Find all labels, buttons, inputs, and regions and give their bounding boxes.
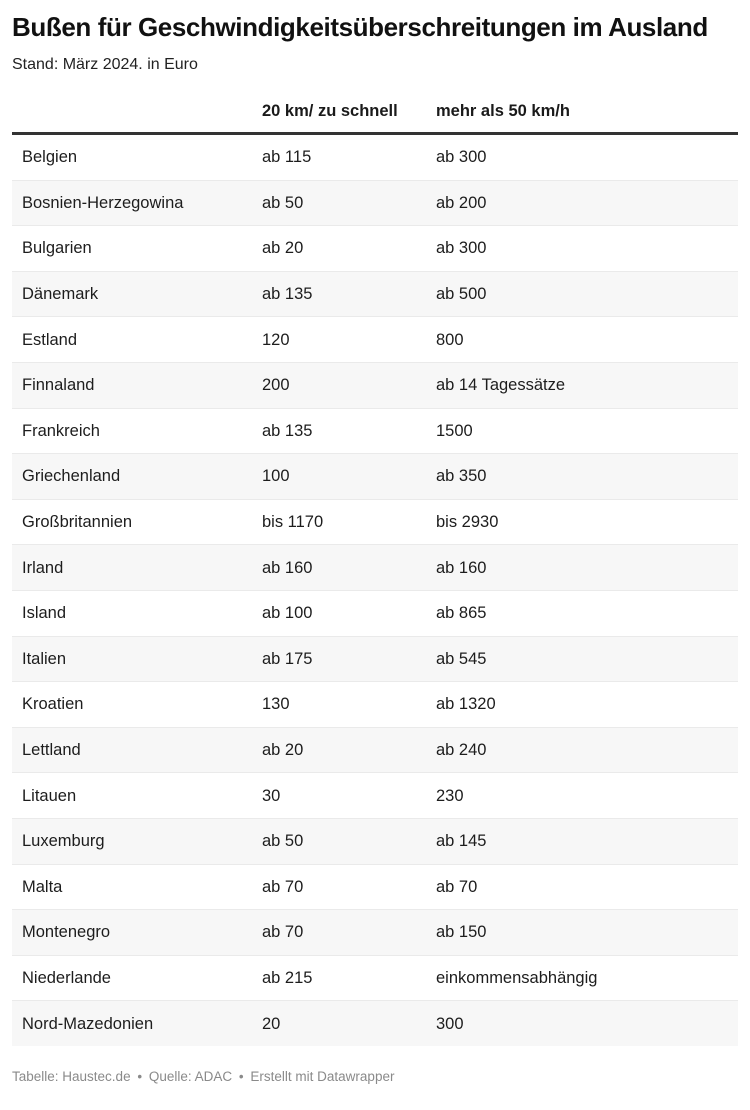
table-header-row (12, 100, 738, 134)
footer-source: Quelle: ADAC (148, 1068, 233, 1084)
table-row (12, 727, 738, 773)
cell-fine-over-50-kmh: einkommensabhängig (426, 955, 738, 1001)
cell-country: Island (12, 590, 252, 636)
cell-fine-20-kmh: ab 70 (252, 864, 426, 910)
table-row (12, 864, 738, 910)
cell-fine-over-50-kmh: ab 500 (426, 271, 738, 317)
cell-fine-over-50-kmh: 800 (426, 317, 738, 363)
cell-country: Italien (12, 636, 252, 682)
cell-country: Montenegro (12, 910, 252, 956)
page-subtitle: Stand: März 2024. in Euro (12, 56, 198, 73)
footer-created-with-link[interactable]: Erstellt mit Datawrapper (250, 1068, 395, 1084)
cell-fine-over-50-kmh: ab 865 (426, 590, 738, 636)
cell-fine-over-50-kmh: 230 (426, 773, 738, 819)
table-row (12, 499, 738, 545)
cell-fine-20-kmh: ab 135 (252, 408, 426, 454)
table-row (12, 773, 738, 819)
table-row (12, 317, 738, 363)
table-row (12, 180, 738, 226)
cell-country: Lettland (12, 727, 252, 773)
cell-country: Irland (12, 545, 252, 591)
cell-fine-20-kmh: ab 100 (252, 590, 426, 636)
cell-country: Frankreich (12, 408, 252, 454)
table-row (12, 271, 738, 317)
cell-fine-20-kmh: 130 (252, 682, 426, 728)
cell-country: Großbritannien (12, 499, 252, 545)
header-country (12, 100, 252, 134)
cell-fine-20-kmh: ab 20 (252, 727, 426, 773)
cell-country: Malta (12, 864, 252, 910)
page-title: Bußen für Geschwindigkeitsüberschreitungen im Ausland (12, 12, 708, 42)
cell-country: Griechenland (12, 454, 252, 500)
header-20-kmh: 20 km/ zu schnell (252, 100, 426, 134)
cell-fine-over-50-kmh: ab 70 (426, 864, 738, 910)
cell-fine-over-50-kmh: ab 350 (426, 454, 738, 500)
cell-country: Dänemark (12, 271, 252, 317)
cell-country: Nord-Mazedonien (12, 1001, 252, 1046)
cell-fine-over-50-kmh: ab 300 (426, 226, 738, 272)
table-row (12, 408, 738, 454)
cell-country: Niederlande (12, 955, 252, 1001)
cell-fine-20-kmh: 20 (252, 1001, 426, 1046)
cell-fine-20-kmh: ab 50 (252, 180, 426, 226)
footer-credits (12, 1068, 738, 1086)
table-row (12, 134, 738, 181)
cell-fine-20-kmh: ab 70 (252, 910, 426, 956)
cell-fine-over-50-kmh: 300 (426, 1001, 738, 1046)
cell-country: Litauen (12, 773, 252, 819)
fines-table (12, 100, 738, 1046)
cell-fine-20-kmh: 100 (252, 454, 426, 500)
table-row (12, 545, 738, 591)
cell-country: Bulgarien (12, 226, 252, 272)
cell-fine-over-50-kmh: bis 2930 (426, 499, 738, 545)
cell-fine-20-kmh: 30 (252, 773, 426, 819)
table-row (12, 682, 738, 728)
table-header (12, 100, 738, 134)
footer-separator: • (137, 1068, 143, 1084)
cell-fine-over-50-kmh: ab 1320 (426, 682, 738, 728)
table-row (12, 362, 738, 408)
cell-fine-over-50-kmh: 1500 (426, 408, 738, 454)
cell-fine-over-50-kmh: ab 545 (426, 636, 738, 682)
cell-fine-20-kmh: ab 160 (252, 545, 426, 591)
footer-table-credit: Tabelle: Haustec.de (12, 1068, 131, 1084)
cell-fine-20-kmh: 120 (252, 317, 426, 363)
cell-fine-20-kmh: ab 215 (252, 955, 426, 1001)
cell-fine-over-50-kmh: ab 200 (426, 180, 738, 226)
cell-country: Bosnien-Herzegowina (12, 180, 252, 226)
cell-fine-20-kmh: bis 1170 (252, 499, 426, 545)
table-row (12, 454, 738, 500)
cell-fine-20-kmh: ab 50 (252, 818, 426, 864)
table-row (12, 818, 738, 864)
footer-separator: • (238, 1068, 244, 1084)
cell-fine-over-50-kmh: ab 300 (426, 134, 738, 181)
cell-country: Luxemburg (12, 818, 252, 864)
cell-fine-over-50-kmh: ab 240 (426, 727, 738, 773)
table-row (12, 590, 738, 636)
cell-fine-20-kmh: ab 135 (252, 271, 426, 317)
table-row (12, 955, 738, 1001)
cell-fine-20-kmh: 200 (252, 362, 426, 408)
header-over-50-kmh: mehr als 50 km/h (426, 100, 738, 134)
table-row (12, 1001, 738, 1046)
cell-country: Finnaland (12, 362, 252, 408)
cell-country: Kroatien (12, 682, 252, 728)
table-row (12, 226, 738, 272)
cell-fine-over-50-kmh: ab 160 (426, 545, 738, 591)
cell-fine-20-kmh: ab 115 (252, 134, 426, 181)
table-body (12, 134, 738, 1046)
cell-country: Belgien (12, 134, 252, 181)
cell-fine-over-50-kmh: ab 150 (426, 910, 738, 956)
cell-fine-over-50-kmh: ab 145 (426, 818, 738, 864)
cell-fine-20-kmh: ab 175 (252, 636, 426, 682)
table-row (12, 636, 738, 682)
cell-fine-over-50-kmh: ab 14 Tagessätze (426, 362, 738, 408)
table-row (12, 910, 738, 956)
cell-country: Estland (12, 317, 252, 363)
cell-fine-20-kmh: ab 20 (252, 226, 426, 272)
